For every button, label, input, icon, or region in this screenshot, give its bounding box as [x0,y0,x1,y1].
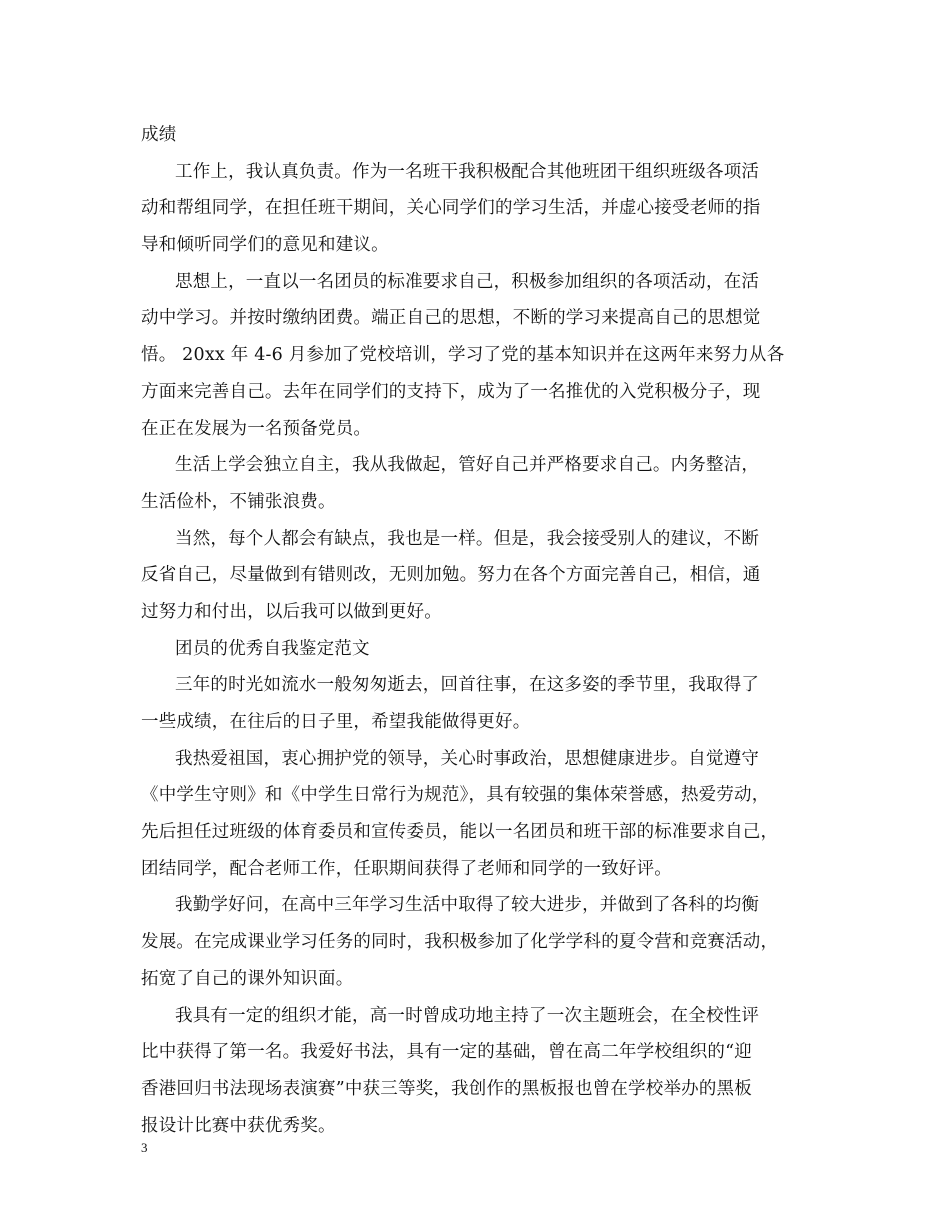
text-line: 报设计比赛中获优秀奖。 [141,1115,336,1136]
text-line: 先后担任过班级的体育委员和宣传委员，能以一名团员和班干部的标准要求自己， [141,822,779,843]
text-line: 发展。在完成课业学习任务的同时，我积极参加了化学学科的夏令营和竞赛活动， [141,932,779,953]
text-line: 悟。 20xx 年 4-6 月参加了党校培训，学习了党的基本知识并在这两年来努力从各 [141,345,785,366]
text-line: 香港回归书法现场表演赛”中获三等奖，我创作的黑板报也曾在学校举办的黑板 [141,1078,752,1099]
text-line: 拓宽了自己的课外知识面。 [141,968,354,989]
text-line: 生活俭朴，不铺张浪费。 [141,491,336,512]
text-line: 工作上，我认真负责。作为一名班干我积极配合其他班团干组织班级各项活 [175,161,760,182]
text-line: 一些成绩，在往后的日子里，希望我能做得更好。 [141,712,531,732]
section-heading: 团员的优秀自我鉴定范文 [175,638,370,659]
text-line: 团结同学，配合老师工作，任职期间获得了老师和同学的一致好评。 [141,858,672,879]
text-line: 成绩 [141,125,177,145]
document-body [141,117,811,1144]
text-line: 思想上，一直以一名团员的标准要求自己，积极参加组织的各项活动，在活 [175,271,760,292]
text-line: 三年的时光如流水一般匆匆逝去，回首往事，在这多姿的季节里，我取得了 [175,675,760,696]
text-line: 当然，每个人都会有缺点，我也是一样。但是，我会接受别人的建议，不断 [175,528,760,549]
text-line: 在正在发展为一名预备党员。 [141,418,372,439]
text-line: 我勤学好问，在高中三年学习生活中取得了较大进步，并做到了各科的均衡 [175,895,760,916]
page-number: 3 [141,1140,148,1155]
text-line: 动和帮组同学，在担任班干期间，关心同学们的学习生活，并虚心接受老师的指 [141,198,761,219]
text-line: 我具有一定的组织才能，高一时曾成功地主持了一次主题班会，在全校性评 [175,1005,760,1026]
text-line: 方面来完善自己。去年在同学们的支持下，成为了一名推优的入党积极分子，现 [141,381,761,402]
text-line: 比中获得了第一名。我爱好书法，具有一定的基础，曾在高二年学校组织的“迎 [141,1042,752,1063]
text-line: 《中学生守则》和《中学生日常行为规范》，具有较强的集体荣誉感，热爱劳动， [141,785,770,806]
text-line: 动中学习。并按时缴纳团费。端正自己的思想，不断的学习来提高自己的思想觉 [141,308,761,329]
text-line: 导和倾听同学们的意见和建议。 [141,235,389,256]
text-line: 反省自己，尽量做到有错则改，无则加勉。努力在各个方面完善自己，相信，通 [141,565,761,586]
text-line: 我热爱祖国，衷心拥护党的领导，关心时事政治，思想健康进步。自觉遵守 [175,748,760,769]
text-line: 生活上学会独立自主，我从我做起，管好自己并严格要求自己。内务整洁， [175,455,760,476]
text-line: 过努力和付出，以后我可以做到更好。 [141,601,442,622]
